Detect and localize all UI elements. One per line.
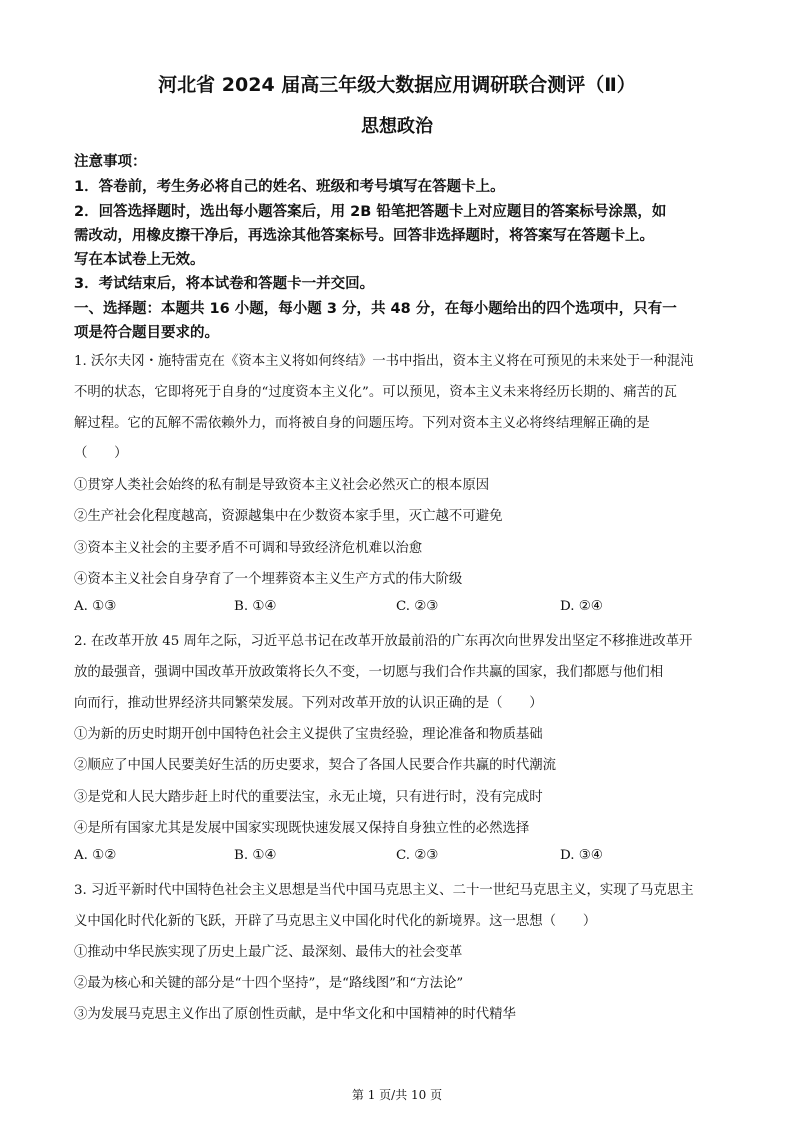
q3-stem: 3. 习近平新时代中国特色社会主义思想是当代中国马克思主义、二十一世纪马克思主义，实现了马克思主 [74,883,694,898]
q2-stem: 向而行，推动世界经济共同繁荣发展。下列对改革开放的认识正确的是（ ） [74,696,543,711]
section-heading: 项是符合题目要求的。 [74,325,219,341]
section-heading: 一、选择题：本题共 16 小题，每小题 3 分，共 48 分，在每小题给出的四个选项中，只有一 [74,301,677,317]
q2-statement: ④是所有国家尤其是发展中国家实现既快速发展又保持自身独立性的必然选择 [74,821,530,836]
q1-stem: 解过程。它的瓦解不需依赖外力，而将被自身的问题压垮。下列对资本主义必将终结理解正确的是 [74,416,650,431]
notice-heading: 注意事项： [74,154,147,170]
q3-statement: ①推动中华民族实现了历史上最广泛、最深刻、最伟大的社会变革 [74,945,463,960]
exam-title: 河北省 2024 届高三年级大数据应用调研联合测评（Ⅱ） [158,74,636,96]
notice-line: 3．考试结束后，将本试卷和答题卡一并交回。 [74,276,375,292]
notice-line: 写在本试卷上无效。 [74,252,205,268]
q1-stem: （ ） [74,446,128,461]
q2-stem: 2. 在改革开放 45 周年之际，习近平总书记在改革开放最前沿的广东再次向世界发出坚定不移推进改革开 [74,634,693,649]
q1-statement: ①贯穿人类社会始终的私有制是导致资本主义社会必然灭亡的根本原因 [74,478,490,493]
q1-option-a: A. ①③ [74,599,117,614]
q1-stem: 不明的状态，它即将死于自身的“过度资本主义化”。可以预见，资本主义未来将经历长期的、痛苦的瓦 [74,385,677,400]
q1-stem: 1. 沃尔夫冈・施特雷克在《资本主义将如何终结》一书中指出，资本主义将在可预见的未来处于一种混沌 [74,354,694,369]
q3-stem: 义中国化时代化新的飞跃，开辟了马克思主义中国化时代化的新境界。这一思想（ ） [74,914,597,929]
q2-statement: ②顺应了中国人民要美好生活的历史要求，契合了各国人民要合作共赢的时代潮流 [74,758,557,773]
q2-statement: ③是党和人民大踏步赶上时代的重要法宝，永无止境，只有进行时，没有完成时 [74,790,543,805]
q3-statement: ②最为核心和关键的部分是“十四个坚持”，是“路线图”和“方法论” [74,976,464,991]
q2-option-d: D. ③④ [560,848,603,863]
q1-statement: ②生产社会化程度越高，资源越集中在少数资本家手里，灭亡越不可避免 [74,509,503,524]
q2-option-a: A. ①② [74,848,117,863]
q2-stem: 放的最强音，强调中国改革开放政策将长久不变，一切愿与我们合作共赢的国家，我们都愿与他们相 [74,665,664,680]
q1-option-d: D. ②④ [560,599,603,614]
q1-statement: ③资本主义社会的主要矛盾不可调和导致经济危机难以治愈 [74,541,423,556]
q2-option-b: B. ①④ [234,848,277,863]
page-number: 第 1 页/共 10 页 [351,1088,443,1102]
notice-line: 需改动，用橡皮擦干净后，再选涂其他答案标号。回答非选择题时，将答案写在答题卡上。 [74,228,654,244]
q2-statement: ①为新的历史时期开创中国特色社会主义提供了宝贵经验，理论准备和物质基础 [74,727,543,742]
notice-line: 1．答卷前，考生务必将自己的姓名、班级和考号填写在答题卡上。 [74,179,505,195]
notice-line: 2．回答选择题时，选出每小题答案后，用 2B 铅笔把答题卡上对应题目的答案标号涂黑，如 [74,204,667,220]
q2-option-c: C. ②③ [396,848,439,863]
q3-statement: ③为发展马克思主义作出了原创性贡献，是中华文化和中国精神的时代精华 [74,1007,516,1022]
q1-statement: ④资本主义社会自身孕育了一个埋葬资本主义生产方式的伟大阶级 [74,572,463,587]
q1-option-c: C. ②③ [396,599,439,614]
exam-subject: 思想政治 [361,116,433,137]
q1-option-b: B. ①④ [234,599,277,614]
